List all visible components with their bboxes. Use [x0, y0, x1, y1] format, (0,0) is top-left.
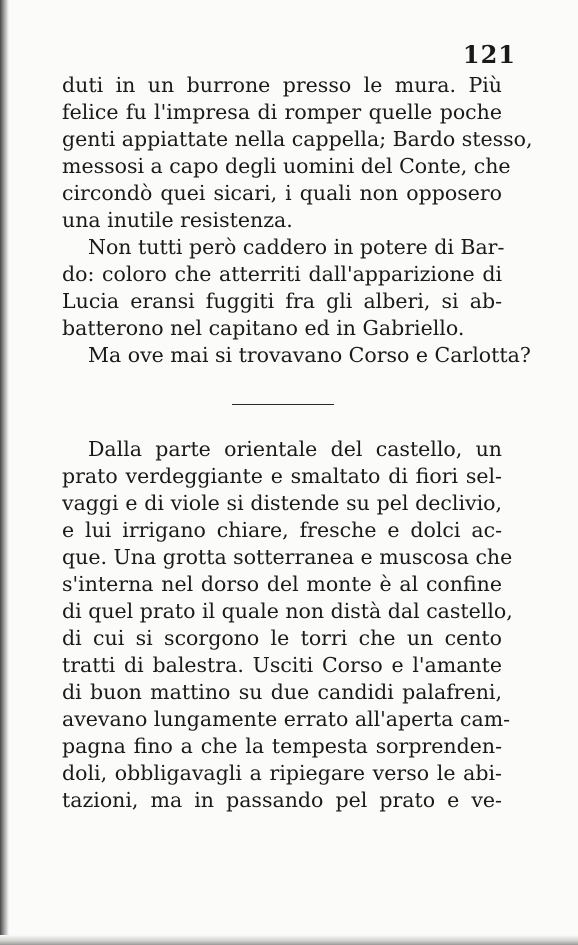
text-line: di cui si scorgono le torri che un cento [62, 626, 502, 650]
text-line: Ma ove mai si trovavano Corso e Carlotta? [88, 343, 531, 367]
text-line: circondò quei sicari, i quali non opposero [62, 181, 502, 205]
page-binding-edge [0, 0, 9, 945]
section-divider [232, 404, 334, 405]
text-line: felice fu l'impresa di romper quelle poche [62, 100, 502, 124]
text-line: tratti di balestra. Usciti Corso e l'amante [62, 653, 502, 677]
text-line: duti in un burrone presso le mura. Più [62, 73, 502, 97]
page-bottom-edge [0, 935, 578, 945]
text-line: Non tutti però caddero in potere di Bar- [88, 235, 505, 259]
text-line: di buon mattino su due candidi palafreni, [62, 680, 502, 704]
text-line: Dalla parte orientale del castello, un [88, 437, 502, 461]
text-line: que. Una grotta sotterranea e muscosa che [62, 545, 513, 569]
text-line: pagna fino a che la tempesta sorprenden- [62, 734, 502, 758]
text-line: vaggi e di viole si distende su pel declivio, [62, 491, 502, 515]
text-line: e lui irrigano chiare, fresche e dolci ac- [62, 518, 502, 542]
text-line: una inutile resistenza. [62, 208, 293, 232]
text-line: batterono nel capitano ed in Gabriello. [62, 316, 465, 340]
text-line: prato verdeggiante e smaltato di fiori sel- [62, 464, 502, 488]
text-line: tazioni, ma in passando pel prato e ve- [62, 788, 502, 812]
paragraph-block-2 [62, 436, 513, 814]
text-line: doli, obbligavagli a ripiegare verso le abi- [62, 761, 502, 785]
text-line: avevano lungamente errato all'aperta cam- [62, 707, 511, 731]
paragraph-block-1 [62, 72, 533, 369]
text-line: genti appiattate nella cappella; Bardo stesso, [62, 127, 533, 151]
page-number: 121 [462, 40, 516, 69]
text-line: do: coloro che atterriti dall'apparizione di [62, 262, 502, 286]
text-line: s'interna nel dorso del monte è al confine [62, 572, 502, 596]
text-line: Lucia eransi fuggiti fra gli alberi, si ab- [62, 289, 502, 313]
text-line: di quel prato il quale non distà dal castello, [62, 599, 513, 623]
text-line: messosi a capo degli uomini del Conte, che [62, 154, 511, 178]
